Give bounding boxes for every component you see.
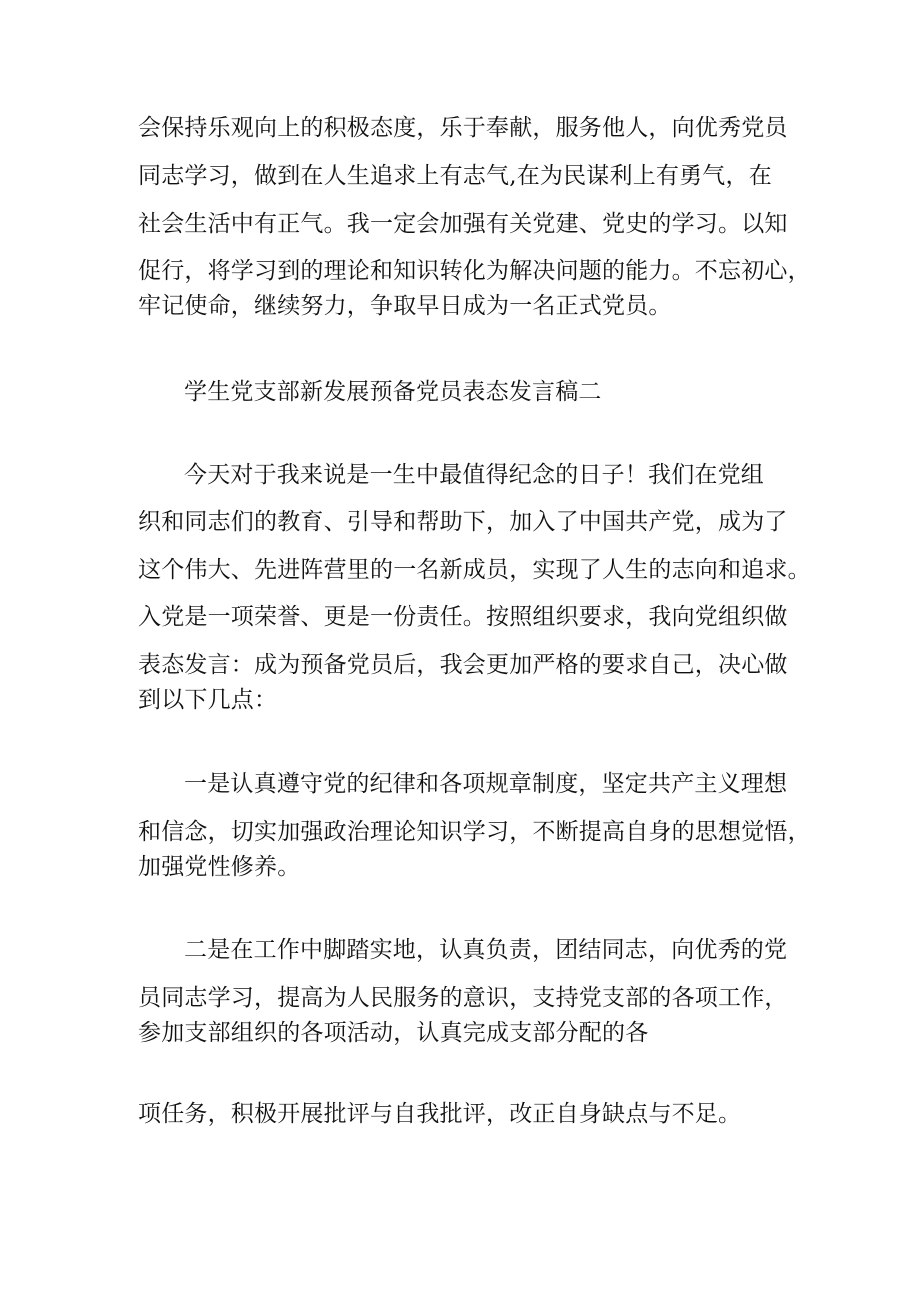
paragraph-3-line-4: 入党是一项荣誉、更是一份责任。按照组织要求，我向党组织做	[138, 604, 788, 630]
paragraph-1-line-5: 牢记使命，继续努力，争取早日成为一名正式党员。	[138, 293, 672, 319]
paragraph-4-line-3: 加强党性修养。	[138, 854, 301, 880]
paragraph-5-line-2: 员同志学习，提高为人民服务的意识，支持党支部的各项工作，	[138, 985, 788, 1011]
paragraph-1-line-3: 社会生活中有正气。我一定会加强有关党建、党史的学习。以知	[138, 211, 788, 237]
paragraph-4-line-2: 和信念，切实加强政治理论知识学习，不断提高自身的思想觉悟，	[138, 819, 811, 845]
paragraph-1-line-1: 会保持乐观向上的积极态度，乐于奉献，服务他人，向优秀党员	[138, 115, 788, 141]
paragraph-3-line-5: 表态发言：成为预备党员后，我会更加严格的要求自己，决心做	[138, 652, 788, 678]
paragraph-5-line-3: 参加支部组织的各项活动，认真完成支部分配的各	[138, 1020, 649, 1046]
paragraph-3-line-2: 织和同志们的教育、引导和帮助下，加入了中国共产党，成为了	[138, 509, 788, 535]
paragraph-1-line-4: 促行，将学习到的理论和知识转化为解决问题的能力。不忘初心，	[138, 258, 811, 284]
paragraph-5-line-1: 二是在工作中脚踏实地，认真负责，团结同志，向优秀的党	[184, 937, 788, 963]
paragraph-3-line-3: 这个伟大、先进阵营里的一名新成员，实现了人生的志向和追求。	[138, 557, 811, 583]
paragraph-3-line-6: 到以下几点：	[138, 687, 278, 713]
paragraph-3-line-1: 今天对于我来说是一生中最值得纪念的日子！我们在党组	[184, 462, 764, 488]
paragraph-6-line-1: 项任务，积极开展批评与自我批评，改正自身缺点与不足。	[138, 1101, 742, 1127]
section-heading: 学生党支部新发展预备党员表态发言稿二	[184, 379, 602, 405]
paragraph-4-line-1: 一是认真遵守党的纪律和各项规章制度，坚定共产主义理想	[184, 771, 788, 797]
paragraph-1-line-2: 同志学习，做到在人生追求上有志气,在为民谋利上有勇气，在	[138, 163, 772, 189]
